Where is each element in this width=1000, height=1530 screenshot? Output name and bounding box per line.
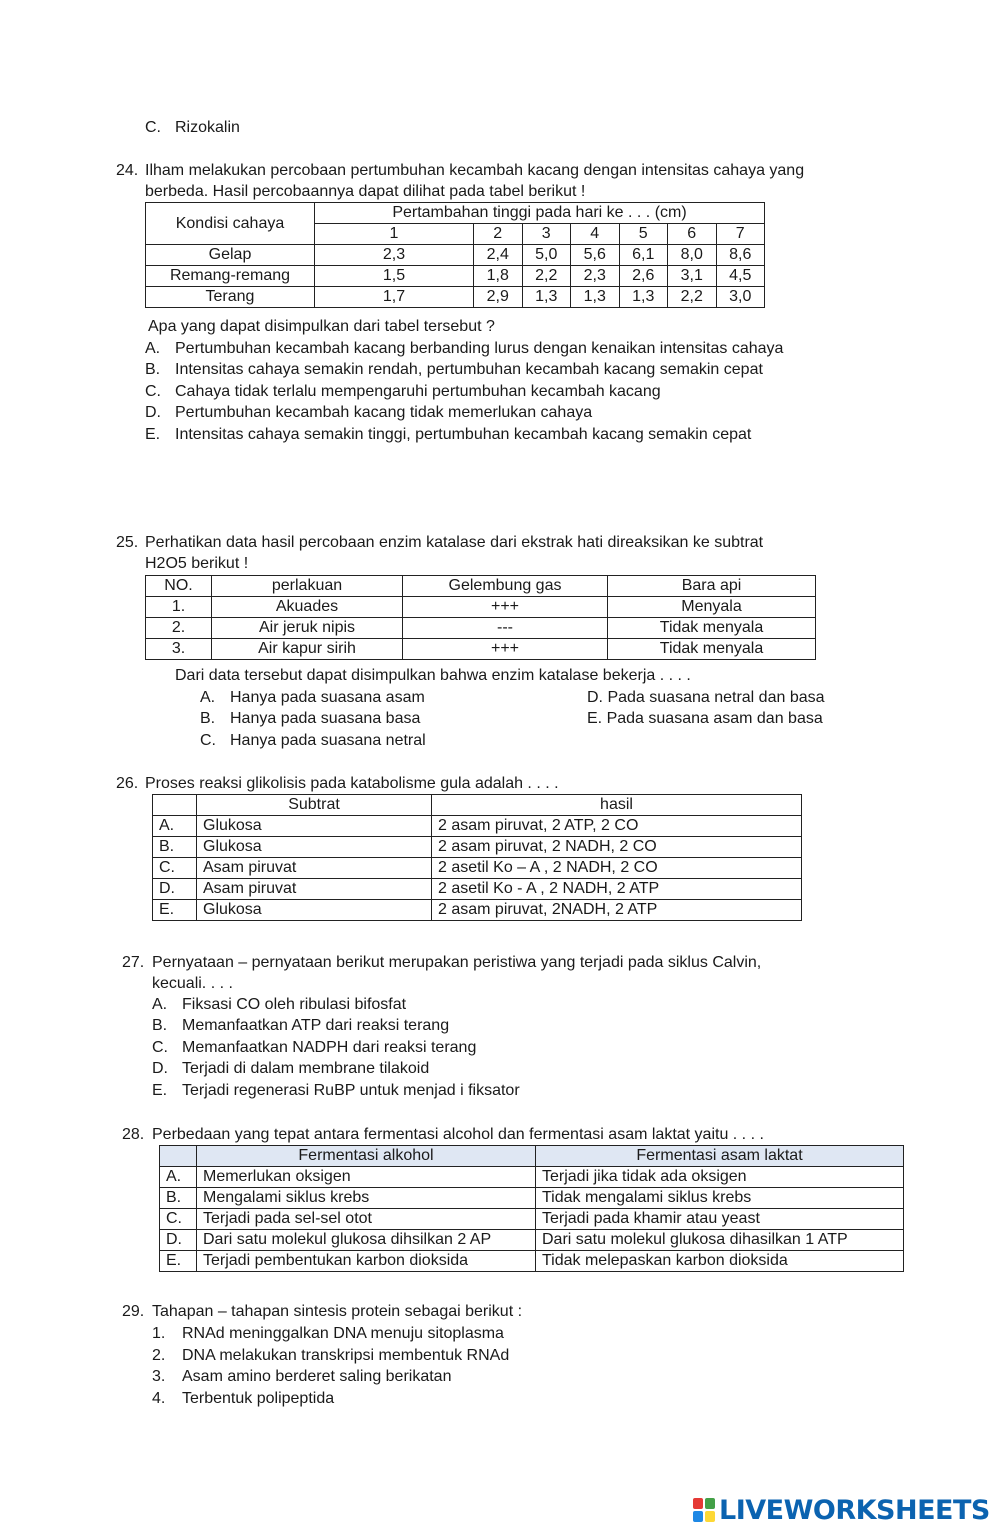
q24-day-header: 6 (668, 224, 717, 245)
cell: 2,3 (315, 245, 474, 266)
col-header: Bara api (608, 576, 816, 597)
table-row (160, 1209, 904, 1230)
option-text: Memanfaatkan ATP dari reaksi terang (182, 1017, 450, 1034)
option-text: Hanya pada suasana asam (230, 689, 425, 706)
cell: 1,3 (522, 287, 571, 308)
step-number: 2. (152, 1347, 166, 1364)
col-header (160, 1146, 197, 1167)
table-row (153, 837, 802, 858)
q29-step (152, 1366, 451, 1387)
q24-option-e[interactable] (145, 424, 751, 445)
table-row (146, 266, 765, 287)
q25-option-d[interactable] (587, 687, 825, 708)
step-text: RNAd meninggalkan DNA menuju sitoplasma (182, 1325, 504, 1342)
q24-stem-line1: Ilham melakukan percobaan pertumbuhan kecambah kacang dengan intensitas cahaya yang (145, 162, 805, 179)
cell: 1,7 (315, 287, 474, 308)
option-text: Fiksasi CO oleh ribulasi bifosfat (182, 996, 407, 1013)
cell: B. (153, 837, 197, 858)
option-text: Terjadi di dalam membrane tilakoid (182, 1060, 430, 1077)
step-text: DNA melakukan transkripsi membentuk RNAd (182, 1347, 510, 1364)
cell: 2 asetil Ko – A , 2 NADH, 2 CO (432, 858, 802, 879)
logo-square-icon (705, 1498, 715, 1509)
table-row (160, 1167, 904, 1188)
cell: 2,2 (668, 287, 717, 308)
cell: Dari satu molekul glukosa dihasilkan 1 ATP (536, 1230, 904, 1251)
option-text: Memanfaatkan NADPH dari reaksi terang (182, 1039, 477, 1056)
logo-square-icon (705, 1511, 715, 1522)
cell: Dari satu molekul glukosa dihsilkan 2 AP (197, 1230, 536, 1251)
option-text: Pada suasana asam dan basa (606, 710, 823, 727)
step-number: 1. (152, 1325, 166, 1342)
q27-option-a[interactable] (152, 994, 406, 1015)
cell: --- (403, 618, 608, 639)
cell: 5,0 (522, 245, 571, 266)
table-row (146, 287, 765, 308)
table-row (153, 879, 802, 900)
q27-number: 27. (122, 954, 145, 971)
cell: Akuades (212, 597, 403, 618)
cell: 2 asam piruvat, 2NADH, 2 ATP (432, 900, 802, 921)
cell: B. (160, 1188, 197, 1209)
option-text: Intensitas cahaya semakin tinggi, pertumbuhan kecambah kacang semakin cepat (175, 426, 752, 443)
option-letter: A. (152, 996, 168, 1013)
q27-option-d[interactable] (152, 1058, 429, 1079)
q24-question: Apa yang dapat disimpulkan dari tabel tersebut ? (148, 318, 495, 335)
table-row (160, 1230, 904, 1251)
cell: D. (153, 879, 197, 900)
q25-question: Dari data tersebut dapat disimpulkan bahwa enzim katalase bekerja . . . . (175, 667, 691, 684)
table-row (153, 858, 802, 879)
cell: 1. (146, 597, 212, 618)
cell: 2,4 (474, 245, 523, 266)
row-label: Terang (146, 287, 315, 308)
cell: 8,6 (716, 245, 765, 266)
q25-option-a[interactable] (200, 687, 425, 708)
cell: Tidak menyala (608, 618, 816, 639)
col-header: Gelembung gas (403, 576, 608, 597)
step-number: 3. (152, 1368, 166, 1385)
cell: C. (153, 858, 197, 879)
cell: Asam piruvat (197, 858, 432, 879)
option-letter: B. (200, 710, 216, 727)
cell: 3,1 (668, 266, 717, 287)
q27-stem-line1: Pernyataan – pernyataan berikut merupakan peristiwa yang terjadi pada siklus Calvin, (152, 954, 762, 971)
cell: 6,1 (619, 245, 668, 266)
cell: Glukosa (197, 900, 432, 921)
row-label: Remang-remang (146, 266, 315, 287)
cell: Glukosa (197, 816, 432, 837)
option-letter: E. (587, 710, 603, 727)
cell: Tidak menyala (608, 639, 816, 660)
q26-stem: Proses reaksi glikolisis pada katabolisme gula adalah . . . . (145, 775, 559, 792)
option-text: Intensitas cahaya semakin rendah, pertumbuhan kecambah kacang semakin cepat (175, 361, 763, 378)
q24-day-header: 7 (716, 224, 765, 245)
option-letter: A. (145, 340, 161, 357)
q24-day-header: 3 (522, 224, 571, 245)
cell: A. (160, 1167, 197, 1188)
cell: 1,3 (571, 287, 620, 308)
q26-number: 26. (116, 775, 139, 792)
q28-number: 28. (122, 1126, 145, 1143)
table-row (153, 900, 802, 921)
option-text: Pertumbuhan kecambah kacang tidak memerlukan cahaya (175, 404, 593, 421)
q27-option-c[interactable] (152, 1037, 476, 1058)
cell: 2 asam piruvat, 2 ATP, 2 CO (432, 816, 802, 837)
cell: 4,5 (716, 266, 765, 287)
cell: Terjadi pada khamir atau yeast (536, 1209, 904, 1230)
step-text: Asam amino berderet saling berikatan (182, 1368, 452, 1385)
table-row (160, 1188, 904, 1209)
option-text: Hanya pada suasana basa (230, 710, 421, 727)
cell: Terjadi pembentukan karbon dioksida (197, 1251, 536, 1272)
brand-name: LIVEWORKSHEETS (719, 1494, 990, 1526)
liveworksheets-mark-icon (693, 1498, 715, 1522)
cell: Mengalami siklus krebs (197, 1188, 536, 1209)
cell: 2 asam piruvat, 2 NADH, 2 CO (432, 837, 802, 858)
cell: Menyala (608, 597, 816, 618)
option-text: Terjadi regenerasi RuBP untuk menjad i fiksator (182, 1082, 520, 1099)
cell: 3,0 (716, 287, 765, 308)
liveworksheets-logo (693, 1495, 990, 1525)
q27-option-e[interactable] (152, 1080, 520, 1101)
cell: Tidak mengalami siklus krebs (536, 1188, 904, 1209)
q26-glycolysis-table (152, 794, 802, 921)
col-header: Fermentasi asam laktat (536, 1146, 904, 1167)
col-header: NO. (146, 576, 212, 597)
option-letter: B. (145, 361, 161, 378)
option-text: Pertumbuhan kecambah kacang berbanding lurus dengan kenaikan intensitas cahaya (175, 340, 784, 357)
q24-col-kondisi: Kondisi cahaya (146, 203, 315, 245)
table-row (146, 245, 765, 266)
q25-option-b[interactable] (200, 708, 420, 729)
col-header: perlakuan (212, 576, 403, 597)
q29-stem: Tahapan – tahapan sintesis protein sebagai berikut : (152, 1303, 523, 1320)
option-text: Cahaya tidak terlalu mempengaruhi pertumbuhan kecambah kacang (175, 383, 661, 400)
option-letter: C. (152, 1039, 168, 1056)
q24-col-group: Pertambahan tinggi pada hari ke . . . (cm) (315, 203, 765, 224)
cell: 1,8 (474, 266, 523, 287)
cell: Tidak melepaskan karbon dioksida (536, 1251, 904, 1272)
option-text: Pada suasana netral dan basa (607, 689, 825, 706)
table-row (146, 639, 816, 660)
cell: D. (160, 1230, 197, 1251)
option-letter: D. (152, 1060, 168, 1077)
option-letter: D. (587, 689, 603, 706)
q28-fermentation-table (159, 1145, 904, 1272)
step-number: 4. (152, 1390, 166, 1407)
cell: +++ (403, 639, 608, 660)
cell: 1,3 (619, 287, 668, 308)
cell: 2,2 (522, 266, 571, 287)
cell: Terjadi jika tidak ada oksigen (536, 1167, 904, 1188)
cell: +++ (403, 597, 608, 618)
q27-option-b[interactable] (152, 1015, 449, 1036)
q29-step (152, 1323, 504, 1344)
q24-option-a[interactable] (145, 338, 783, 359)
table-row (160, 1251, 904, 1272)
cell: Glukosa (197, 837, 432, 858)
q27-stem-line2: kecuali. . . . (152, 975, 233, 992)
q24-day-header: 2 (474, 224, 523, 245)
logo-square-icon (693, 1498, 703, 1509)
q29-step (152, 1345, 509, 1366)
cell: 2. (146, 618, 212, 639)
option-letter: E. (145, 426, 161, 443)
option-letter: B. (152, 1017, 168, 1034)
option-text: Hanya pada suasana netral (230, 732, 426, 749)
cell: 2,3 (571, 266, 620, 287)
cell: 1,5 (315, 266, 474, 287)
q25-option-e[interactable] (587, 708, 823, 729)
q25-stem-line1: Perhatikan data hasil percobaan enzim katalase dari ekstrak hati direaksikan ke subtrat (145, 534, 764, 551)
q25-enzyme-table (145, 575, 816, 660)
q23-option-c (145, 117, 240, 138)
q24-number: 24. (116, 162, 139, 179)
option-letter: E. (152, 1082, 168, 1099)
cell: 3. (146, 639, 212, 660)
cell: Memerlukan oksigen (197, 1167, 536, 1188)
cell: 2,9 (474, 287, 523, 308)
cell: 2,6 (619, 266, 668, 287)
q28-stem: Perbedaan yang tepat antara fermentasi alcohol dan fermentasi asam laktat yaitu . . . . (152, 1126, 764, 1143)
q24-option-b[interactable] (145, 359, 763, 380)
cell: C. (160, 1209, 197, 1230)
col-header: Subtrat (197, 795, 432, 816)
table-row (146, 597, 816, 618)
table-row (153, 816, 802, 837)
q29-step (152, 1388, 334, 1409)
option-letter: C. (145, 383, 161, 400)
q25-option-c[interactable] (200, 730, 426, 751)
table-row (146, 618, 816, 639)
option-letter: C. (145, 119, 161, 136)
q24-option-d[interactable] (145, 402, 592, 423)
col-header (153, 795, 197, 816)
logo-square-icon (693, 1511, 703, 1522)
cell: Terjadi pada sel-sel otot (197, 1209, 536, 1230)
cell: Asam piruvat (197, 879, 432, 900)
q24-option-c[interactable] (145, 381, 661, 402)
cell: E. (153, 900, 197, 921)
step-text: Terbentuk polipeptida (182, 1390, 335, 1407)
q24-day-header: 5 (619, 224, 668, 245)
cell: Air kapur sirih (212, 639, 403, 660)
cell: E. (160, 1251, 197, 1272)
q24-day-header: 1 (315, 224, 474, 245)
cell: 2 asetil Ko - A , 2 NADH, 2 ATP (432, 879, 802, 900)
cell: 5,6 (571, 245, 620, 266)
q24-day-header: 4 (571, 224, 620, 245)
cell: 8,0 (668, 245, 717, 266)
q29-number: 29. (122, 1303, 145, 1320)
q25-stem-line2: H2O5 berikut ! (145, 555, 249, 572)
row-label: Gelap (146, 245, 315, 266)
q25-number: 25. (116, 534, 139, 551)
option-letter: D. (145, 404, 161, 421)
col-header: Fermentasi alkohol (197, 1146, 536, 1167)
option-text: Rizokalin (175, 119, 240, 136)
cell: Air jeruk nipis (212, 618, 403, 639)
option-letter: A. (200, 689, 216, 706)
col-header: hasil (432, 795, 802, 816)
q24-stem-line2: berbeda. Hasil percobaannya dapat dilihat pada tabel berikut ! (145, 183, 586, 200)
cell: A. (153, 816, 197, 837)
q24-growth-table (145, 202, 765, 308)
option-letter: C. (200, 732, 216, 749)
